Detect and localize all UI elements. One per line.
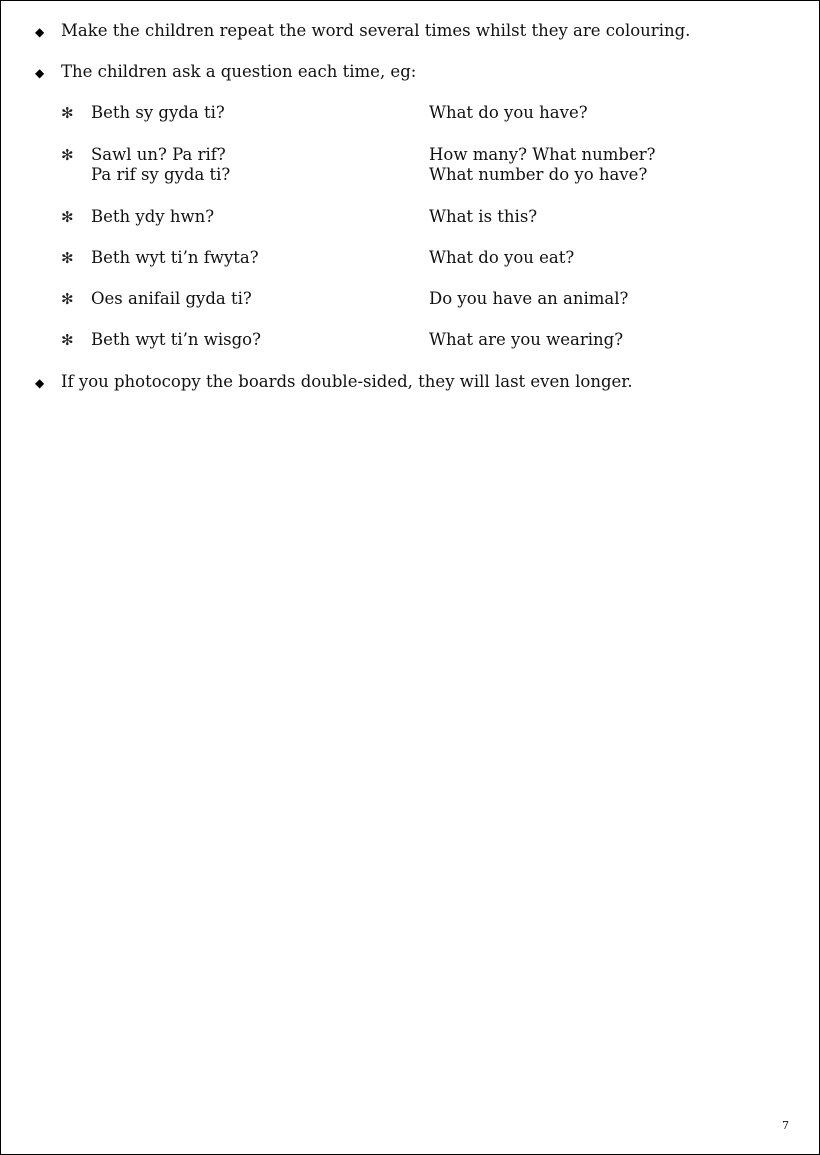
english-translation — [429, 103, 588, 123]
welsh-question — [91, 145, 230, 185]
welsh-question — [91, 330, 261, 350]
welsh-line: Pa rif sy gyda ti? — [91, 165, 231, 184]
english-translation — [429, 289, 628, 309]
asterisk-bullet-icon: ✻ — [61, 146, 74, 164]
diamond-bullet-icon: ◆ — [35, 25, 45, 39]
welsh-question — [91, 248, 259, 268]
english-line: What number do yo have? — [429, 165, 648, 184]
asterisk-bullet-icon: ✻ — [61, 249, 74, 267]
bullet-item — [31, 62, 789, 84]
diamond-bullet-icon: ◆ — [35, 376, 45, 390]
bullet-text: If you photocopy the boards double-sided, they will last even longer. — [61, 372, 633, 391]
welsh-line: Beth sy gyda ti? — [91, 103, 225, 122]
welsh-question — [91, 289, 252, 309]
english-line: What are you wearing? — [429, 330, 624, 349]
asterisk-bullet-icon: ✻ — [61, 208, 74, 226]
english-translation — [429, 145, 655, 185]
english-translation — [429, 330, 623, 350]
bullet-text: Make the children repeat the word several times whilst they are colouring. — [61, 21, 691, 40]
welsh-line: Sawl un? Pa rif? — [91, 145, 226, 164]
asterisk-bullet-icon: ✻ — [61, 331, 74, 349]
welsh-line: Beth wyt ti’n fwyta? — [91, 248, 259, 267]
welsh-line: Beth wyt ti’n wisgo? — [91, 330, 261, 349]
bullet-item — [31, 21, 789, 43]
asterisk-bullet-icon: ✻ — [61, 104, 74, 122]
bullet-item — [31, 372, 789, 394]
diamond-bullet-icon: ◆ — [35, 66, 45, 80]
english-line: How many? What number? — [429, 145, 656, 164]
bullet-text: The children ask a question each time, eg: — [61, 62, 417, 81]
english-line: Do you have an animal? — [429, 289, 629, 308]
welsh-line: Beth ydy hwn? — [91, 207, 215, 226]
welsh-line: Oes anifail gyda ti? — [91, 289, 252, 308]
welsh-question — [91, 207, 214, 227]
page-number: 7 — [782, 1119, 789, 1132]
asterisk-bullet-icon: ✻ — [61, 290, 74, 308]
english-translation — [429, 248, 574, 268]
english-line: What is this? — [429, 207, 538, 226]
english-line: What do you have? — [429, 103, 588, 122]
english-translation — [429, 207, 537, 227]
welsh-question — [91, 103, 225, 123]
english-line: What do you eat? — [429, 248, 575, 267]
